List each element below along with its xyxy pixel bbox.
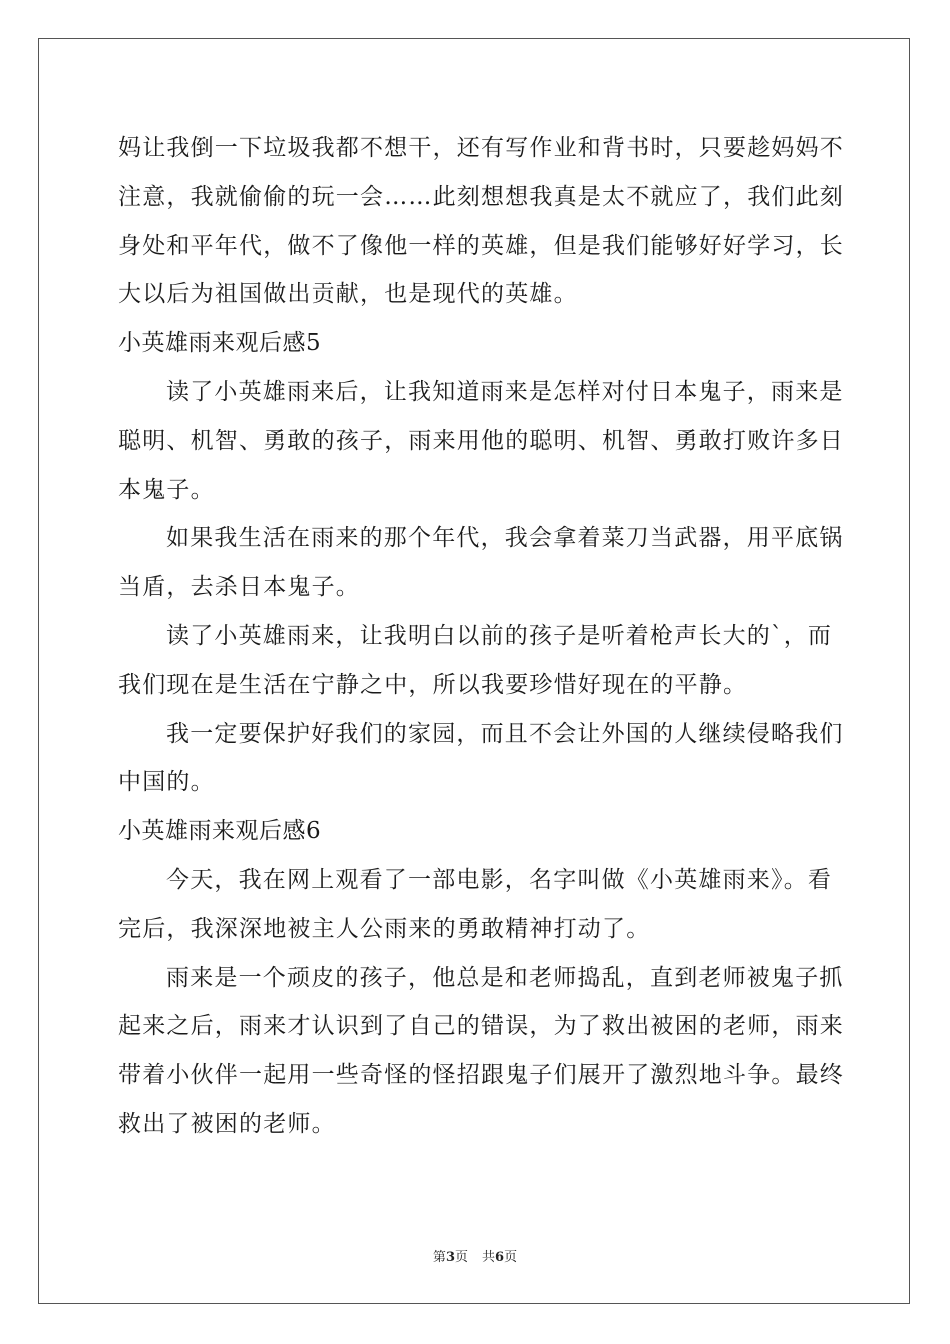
body-line: 中国的。	[118, 769, 215, 796]
footer-total-pages: 6	[495, 1250, 505, 1265]
body-line: 我们现在是生活在宁静之中，所以我要珍惜好现在的平静。	[118, 671, 748, 698]
body-line: 大以后为祖国做出贡献，也是现代的英雄。	[118, 281, 578, 308]
body-line: 身处和平年代，做不了像他一样的英雄，但是我们能够好好学习，长	[118, 232, 844, 259]
footer-total-prefix: 共	[482, 1250, 496, 1265]
footer-total-suffix: 页	[504, 1250, 518, 1265]
body-line: 本鬼子。	[118, 476, 215, 503]
paragraph-first-line: 如果我生活在雨来的那个年代，我会拿着菜刀当武器，用平底锅	[166, 525, 844, 552]
footer-page-suffix: 页	[454, 1250, 468, 1265]
page-footer	[0, 1246, 950, 1265]
body-line: 当盾，去杀日本鬼子。	[118, 574, 360, 601]
body-line: 带着小伙伴一起用一些奇怪的怪招跟鬼子们展开了激烈地斗争。最终	[118, 1062, 844, 1089]
body-line: 聪明、机智、勇敢的孩子，雨来用他的聪明、机智、勇敢打败许多日	[118, 427, 844, 454]
paragraph-first-line: 读了小英雄雨来，让我明白以前的孩子是听着枪声长大的`，而	[166, 622, 833, 649]
footer-page-prefix: 第	[432, 1250, 446, 1265]
paragraph-first-line: 我一定要保护好我们的家园，而且不会让外国的人继续侵略我们	[166, 720, 844, 747]
paragraph-first-line: 读了小英雄雨来后，让我知道雨来是怎样对付日本鬼子，雨来是	[166, 378, 844, 405]
body-line: 完后，我深深地被主人公雨来的勇敢精神打动了。	[118, 915, 651, 942]
section-heading: 小英雄雨来观后感6	[118, 818, 322, 845]
paragraph-first-line: 雨来是一个顽皮的孩子，他总是和老师捣乱，直到老师被鬼子抓	[166, 964, 844, 991]
footer-page-number: 3	[445, 1250, 455, 1265]
body-line: 起来之后，雨来才认识到了自己的错误，为了救出被困的老师，雨来	[118, 1013, 844, 1040]
body-line: 妈让我倒一下垃圾我都不想干，还有写作业和背书时，只要趁妈妈不	[118, 135, 844, 161]
document-body	[118, 124, 844, 1149]
body-line: 救出了被困的老师。	[118, 1110, 336, 1137]
paragraph-first-line: 今天，我在网上观看了一部电影，名字叫做《小英雄雨来》。看	[166, 866, 833, 893]
section-heading: 小英雄雨来观后感5	[118, 330, 322, 357]
body-line: 注意，我就偷偷的玩一会……此刻想想我真是太不就应了，我们此刻	[118, 183, 844, 210]
